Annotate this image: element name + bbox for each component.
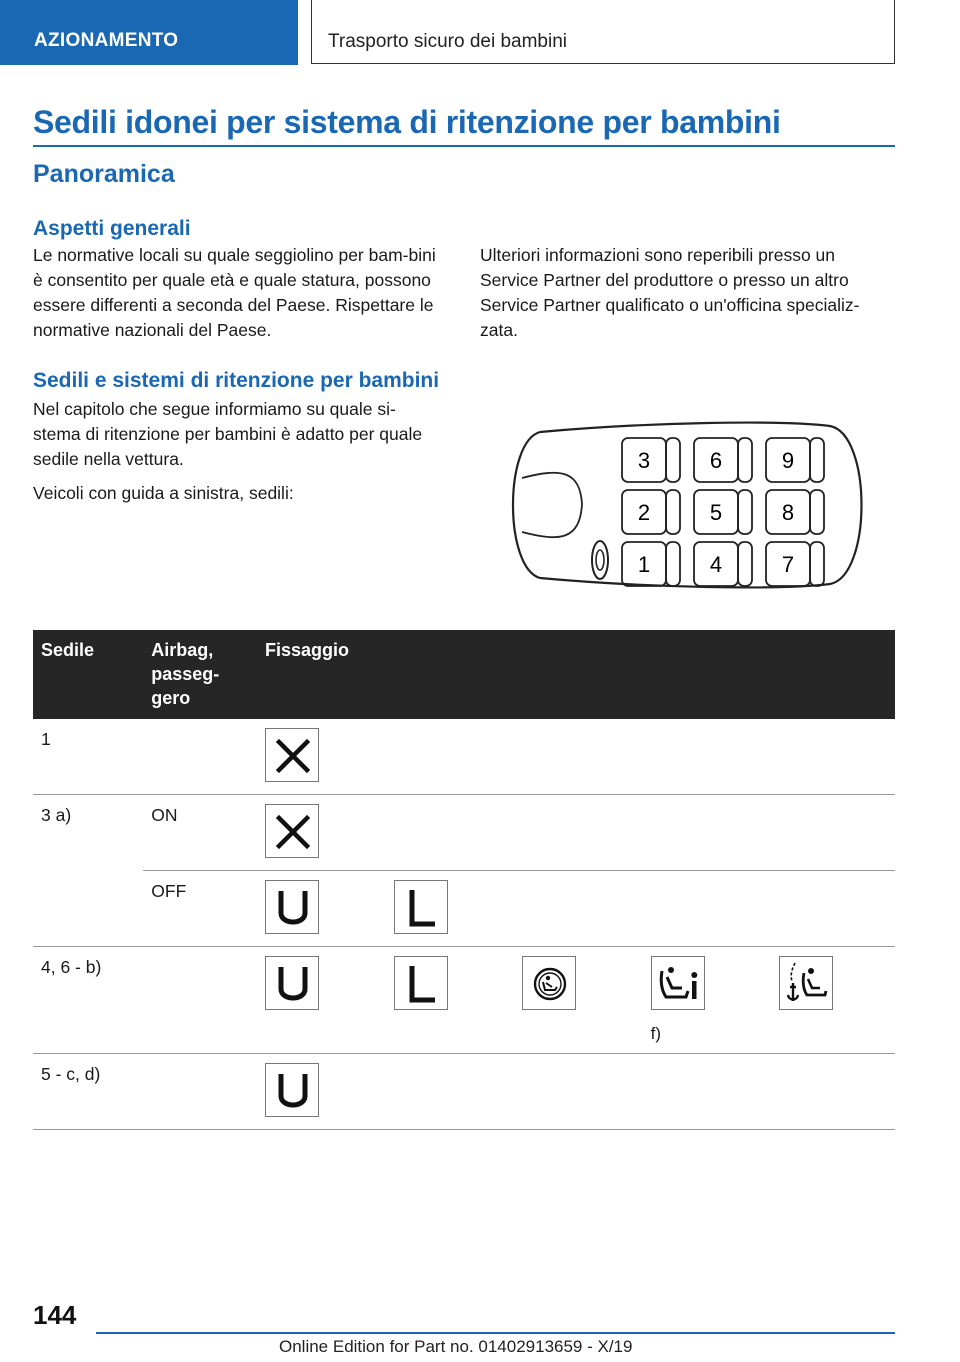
fixing-cell <box>257 719 386 795</box>
seat-4 <box>694 542 752 586</box>
fixing-cell <box>514 947 643 1054</box>
section-subtitle: Panoramica <box>33 160 175 188</box>
seat-5 <box>694 490 752 534</box>
universal-u-icon <box>265 880 319 934</box>
seats-heading: Sedili e sistemi di ritenzione per bambini <box>33 369 440 392</box>
general-right-text: Ulteriori informazioni sono reperibili presso un Service Partner del produttore o presso un altro Service Partner qualificato o un'officina specializ-zata. <box>480 245 860 340</box>
left-hand-drive-label: Veicoli con guida a sinistra, sedili: <box>33 483 294 503</box>
fixing-cell <box>386 719 515 795</box>
seat-suitability-table <box>33 630 895 1130</box>
seat-1 <box>622 542 680 586</box>
seat-number: 4 <box>709 552 723 577</box>
airbag-cell <box>143 947 257 1054</box>
fixing-cell <box>386 947 515 1054</box>
general-heading: Aspetti generali <box>33 217 191 240</box>
semi-universal-l-icon <box>394 880 448 934</box>
fixing-cell <box>643 719 772 795</box>
title-divider <box>33 145 895 147</box>
seat-2 <box>622 490 680 534</box>
universal-u-icon <box>265 1063 319 1117</box>
seat-number: 1 <box>637 552 651 577</box>
seat-number: 7 <box>781 552 795 577</box>
header-airbag: Airbag, passeg-gero <box>143 630 257 719</box>
fixing-cell <box>514 719 643 795</box>
seat-number: 8 <box>781 500 795 525</box>
airbag-cell: ON <box>143 795 257 871</box>
seat-6 <box>694 438 752 482</box>
section-tab <box>0 0 298 65</box>
fixing-cell <box>514 795 643 871</box>
fixing-cell <box>643 947 772 1054</box>
fixing-cell <box>643 871 772 947</box>
chapter-tab <box>311 0 895 64</box>
footer-edition: Online Edition for Part no. 01402913659 - X/19 <box>279 1337 633 1356</box>
chapter-label: Trasporto sicuro dei bambini <box>328 31 568 52</box>
child-seat-circle-icon <box>522 956 576 1010</box>
fixing-cell <box>643 795 772 871</box>
airbag-cell <box>143 719 257 795</box>
fixing-cell <box>771 719 895 795</box>
child-seat-anchor-icon <box>779 956 833 1010</box>
seat-cell: 5 - c, d) <box>33 1054 143 1130</box>
child-seat-info-icon <box>651 956 705 1010</box>
table-row <box>33 719 895 795</box>
airbag-cell: OFF <box>143 871 257 947</box>
seat-number: 5 <box>709 500 723 525</box>
table-row <box>33 871 895 947</box>
fixing-cell <box>386 795 515 871</box>
seats-intro-text: Nel capitolo che segue informiamo su quale si-stema di ritenzione per bambini è adatto per quale sedile nella vettura. <box>33 399 423 469</box>
seat-3 <box>622 438 680 482</box>
table-header-row <box>33 630 895 719</box>
seat-cell: 1 <box>33 719 143 795</box>
fixing-cell <box>257 795 386 871</box>
seat-cell: 3 a) <box>33 795 143 947</box>
airbag-cell <box>143 1054 257 1130</box>
seat-grid <box>622 438 824 586</box>
fixing-cell <box>771 871 895 947</box>
header-fixing: Fissaggio <box>257 630 895 719</box>
table-row <box>33 947 895 1054</box>
table-row <box>33 795 895 871</box>
semi-universal-l-icon <box>394 956 448 1010</box>
fixing-cell <box>771 947 895 1054</box>
fixing-cell <box>257 947 386 1054</box>
fixing-cell <box>643 1054 772 1130</box>
cross-icon <box>265 728 319 782</box>
seat-number: 2 <box>637 500 651 525</box>
fixing-cell <box>514 871 643 947</box>
universal-u-icon <box>265 956 319 1010</box>
seat-9 <box>766 438 824 482</box>
page-title: Sedili idonei per sistema di ritenzione per bambini <box>33 104 781 140</box>
seat-number: 9 <box>781 448 795 473</box>
seat-cell: 4, 6 - b) <box>33 947 143 1054</box>
steering-wheel-icon <box>592 541 608 579</box>
seat-number: 6 <box>709 448 723 473</box>
fixing-cell <box>771 1054 895 1130</box>
seat-8 <box>766 490 824 534</box>
page-number: 144 <box>33 1300 77 1330</box>
fixing-cell <box>257 871 386 947</box>
seat-number: 3 <box>637 448 651 473</box>
general-left-text: Le normative locali su quale seggiolino per bam-bini è consentito per quale età e quale statura, possono essere differenti a seconda del Paese. Rispettare le normative nazionali del Paese. <box>33 245 436 340</box>
fixing-cell <box>386 1054 515 1130</box>
section-label: AZIONAMENTO <box>34 30 179 51</box>
footer-divider <box>96 1332 895 1334</box>
cross-icon <box>265 804 319 858</box>
vehicle-seat-diagram <box>500 418 876 592</box>
table-row <box>33 1054 895 1130</box>
seats-intro <box>33 397 433 506</box>
fixing-cell <box>771 795 895 871</box>
fixing-cell <box>386 871 515 947</box>
header-seat: Sedile <box>33 630 143 719</box>
footnote-ref: f) <box>650 1024 662 1043</box>
seat-7 <box>766 542 824 586</box>
fixing-cell <box>514 1054 643 1130</box>
fixing-cell <box>257 1054 386 1130</box>
